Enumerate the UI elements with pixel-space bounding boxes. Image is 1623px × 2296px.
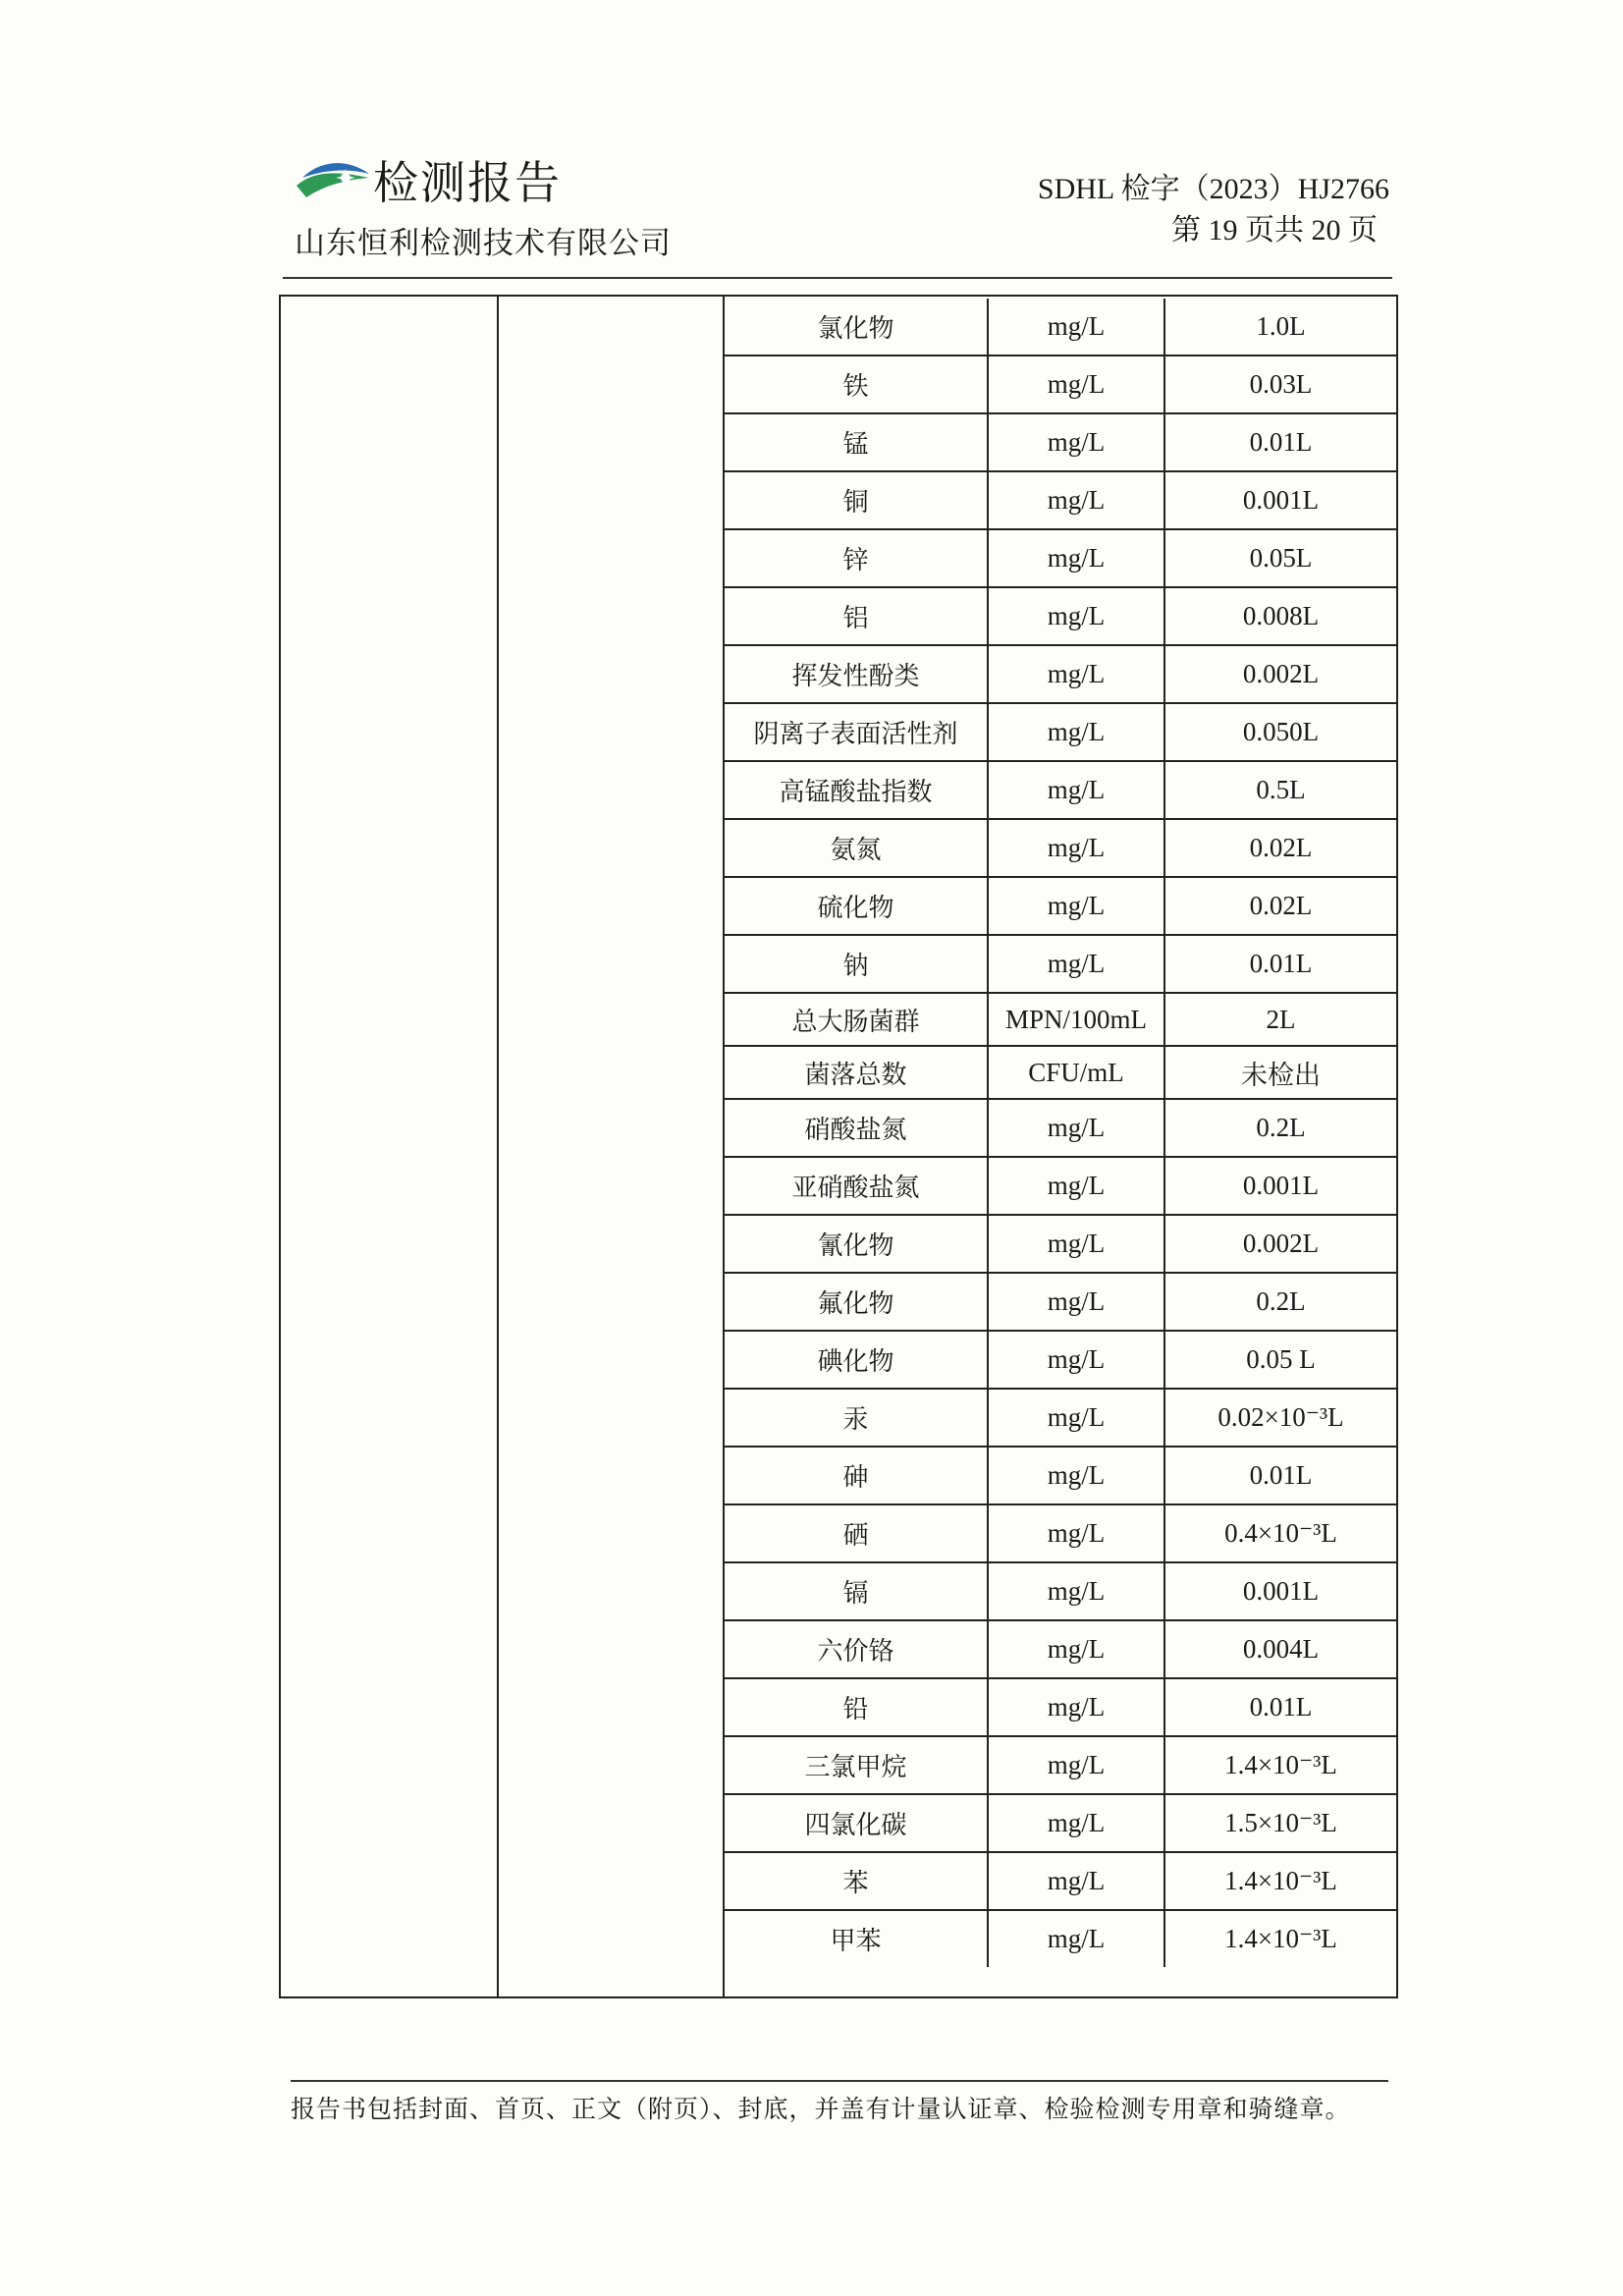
cell-value: 0.2L	[1164, 1273, 1396, 1331]
table-row	[725, 1447, 1396, 1504]
column-divider-1	[497, 297, 499, 1996]
cell-unit: mg/L	[988, 1620, 1164, 1678]
footer-note: 报告书包括封面、首页、正文（附页）、封底，并盖有计量认证章、检验检测专用章和骑缝章。	[291, 2095, 1351, 2123]
results-table-frame	[279, 295, 1398, 1998]
cell-value: 0.01L	[1164, 1447, 1396, 1504]
cell-unit: mg/L	[988, 471, 1164, 529]
cell-item: 四氯化碳	[725, 1794, 988, 1852]
cell-value: 1.4×10⁻³L	[1164, 1736, 1396, 1794]
table-row	[725, 1562, 1396, 1620]
table-row	[725, 1852, 1396, 1910]
cell-item: 硫化物	[725, 877, 988, 935]
cell-value: 1.4×10⁻³L	[1164, 1852, 1396, 1910]
cell-value: 1.0L	[1164, 299, 1396, 355]
cell-item: 氰化物	[725, 1215, 988, 1273]
cell-unit: mg/L	[988, 703, 1164, 761]
cell-value: 0.5L	[1164, 761, 1396, 819]
table-row	[725, 1099, 1396, 1157]
cell-value: 1.5×10⁻³L	[1164, 1794, 1396, 1852]
cell-unit: mg/L	[988, 1736, 1164, 1794]
cell-value: 0.03L	[1164, 355, 1396, 413]
table-row	[725, 1910, 1396, 1967]
report-number: SDHL 检字（2023）HJ2766	[1037, 173, 1389, 205]
cell-value: 0.002L	[1164, 1215, 1396, 1273]
results-table	[725, 299, 1396, 1967]
cell-item: 汞	[725, 1389, 988, 1447]
header-divider	[283, 277, 1392, 279]
cell-unit: mg/L	[988, 587, 1164, 645]
cell-unit: mg/L	[988, 1447, 1164, 1504]
table-row	[725, 587, 1396, 645]
cell-value: 0.01L	[1164, 1678, 1396, 1736]
table-row	[725, 645, 1396, 703]
table-row	[725, 529, 1396, 587]
cell-unit: mg/L	[988, 1273, 1164, 1331]
table-row	[725, 1504, 1396, 1562]
cell-item: 铝	[725, 587, 988, 645]
cell-item: 镉	[725, 1562, 988, 1620]
cell-unit: mg/L	[988, 299, 1164, 355]
cell-value: 0.02L	[1164, 819, 1396, 877]
cell-value: 0.004L	[1164, 1620, 1396, 1678]
table-row	[725, 1215, 1396, 1273]
cell-value: 0.02L	[1164, 877, 1396, 935]
table-row	[725, 1389, 1396, 1447]
table-row	[725, 1794, 1396, 1852]
cell-unit: mg/L	[988, 1504, 1164, 1562]
cell-unit: mg/L	[988, 1157, 1164, 1215]
table-row	[725, 1331, 1396, 1389]
table-row	[725, 703, 1396, 761]
cell-item: 硒	[725, 1504, 988, 1562]
table-row	[725, 1273, 1396, 1331]
cell-unit: mg/L	[988, 1215, 1164, 1273]
cell-unit: mg/L	[988, 877, 1164, 935]
cell-unit: mg/L	[988, 1099, 1164, 1157]
cell-unit: mg/L	[988, 529, 1164, 587]
report-header-left	[295, 147, 672, 262]
table-row	[725, 935, 1396, 993]
company-logo-icon	[295, 156, 371, 203]
cell-item: 三氯甲烷	[725, 1736, 988, 1794]
cell-item: 锌	[725, 529, 988, 587]
cell-item: 锰	[725, 413, 988, 471]
table-row	[725, 1736, 1396, 1794]
cell-value: 0.001L	[1164, 1157, 1396, 1215]
cell-item: 铜	[725, 471, 988, 529]
cell-item: 碘化物	[725, 1331, 988, 1389]
cell-unit: mg/L	[988, 1910, 1164, 1967]
cell-unit: mg/L	[988, 1389, 1164, 1447]
cell-unit: mg/L	[988, 1794, 1164, 1852]
cell-unit: mg/L	[988, 645, 1164, 703]
table-row	[725, 1046, 1396, 1099]
cell-value: 0.02×10⁻³L	[1164, 1389, 1396, 1447]
report-title: 检测报告	[373, 156, 562, 209]
company-name: 山东恒利检测技术有限公司	[295, 226, 672, 261]
cell-value: 0.002L	[1164, 645, 1396, 703]
cell-unit: mg/L	[988, 1678, 1164, 1736]
results-table-body	[725, 299, 1396, 1967]
cell-item: 菌落总数	[725, 1046, 988, 1099]
cell-unit: MPN/100mL	[988, 993, 1164, 1046]
table-row	[725, 877, 1396, 935]
cell-value: 0.05L	[1164, 529, 1396, 587]
cell-unit: mg/L	[988, 1852, 1164, 1910]
report-header-right	[1038, 169, 1389, 251]
table-row	[725, 819, 1396, 877]
footer-divider	[291, 2080, 1388, 2082]
cell-value: 未检出	[1164, 1046, 1396, 1099]
cell-value: 1.4×10⁻³L	[1164, 1910, 1396, 1967]
cell-value: 0.01L	[1164, 413, 1396, 471]
table-row	[725, 355, 1396, 413]
cell-value: 0.001L	[1164, 471, 1396, 529]
cell-item: 钠	[725, 935, 988, 993]
table-row	[725, 1620, 1396, 1678]
cell-item: 高锰酸盐指数	[725, 761, 988, 819]
cell-unit: mg/L	[988, 1562, 1164, 1620]
cell-item: 硝酸盐氮	[725, 1099, 988, 1157]
cell-item: 氨氮	[725, 819, 988, 877]
cell-item: 苯	[725, 1852, 988, 1910]
cell-unit: mg/L	[988, 819, 1164, 877]
cell-value: 2L	[1164, 993, 1396, 1046]
table-row	[725, 413, 1396, 471]
cell-value: 0.01L	[1164, 935, 1396, 993]
cell-value: 0.050L	[1164, 703, 1396, 761]
cell-value: 0.2L	[1164, 1099, 1396, 1157]
cell-unit: mg/L	[988, 413, 1164, 471]
cell-item: 甲苯	[725, 1910, 988, 1967]
cell-item: 氟化物	[725, 1273, 988, 1331]
cell-unit: CFU/mL	[988, 1046, 1164, 1099]
cell-item: 总大肠菌群	[725, 993, 988, 1046]
cell-item: 阴离子表面活性剂	[725, 703, 988, 761]
cell-value: 0.008L	[1164, 587, 1396, 645]
cell-item: 挥发性酚类	[725, 645, 988, 703]
table-row	[725, 299, 1396, 355]
table-row	[725, 761, 1396, 819]
table-row	[725, 993, 1396, 1046]
cell-unit: mg/L	[988, 355, 1164, 413]
cell-item: 亚硝酸盐氮	[725, 1157, 988, 1215]
table-row	[725, 1678, 1396, 1736]
page-info: 第 19 页共 20 页	[1171, 214, 1378, 246]
cell-item: 铁	[725, 355, 988, 413]
cell-item: 铅	[725, 1678, 988, 1736]
cell-unit: mg/L	[988, 761, 1164, 819]
cell-item: 砷	[725, 1447, 988, 1504]
cell-value: 0.4×10⁻³L	[1164, 1504, 1396, 1562]
cell-item: 氯化物	[725, 299, 988, 355]
cell-item: 六价铬	[725, 1620, 988, 1678]
cell-unit: mg/L	[988, 1331, 1164, 1389]
cell-value: 0.05 L	[1164, 1331, 1396, 1389]
table-row	[725, 1157, 1396, 1215]
cell-unit: mg/L	[988, 935, 1164, 993]
table-row	[725, 471, 1396, 529]
logo-row	[295, 147, 672, 212]
cell-value: 0.001L	[1164, 1562, 1396, 1620]
